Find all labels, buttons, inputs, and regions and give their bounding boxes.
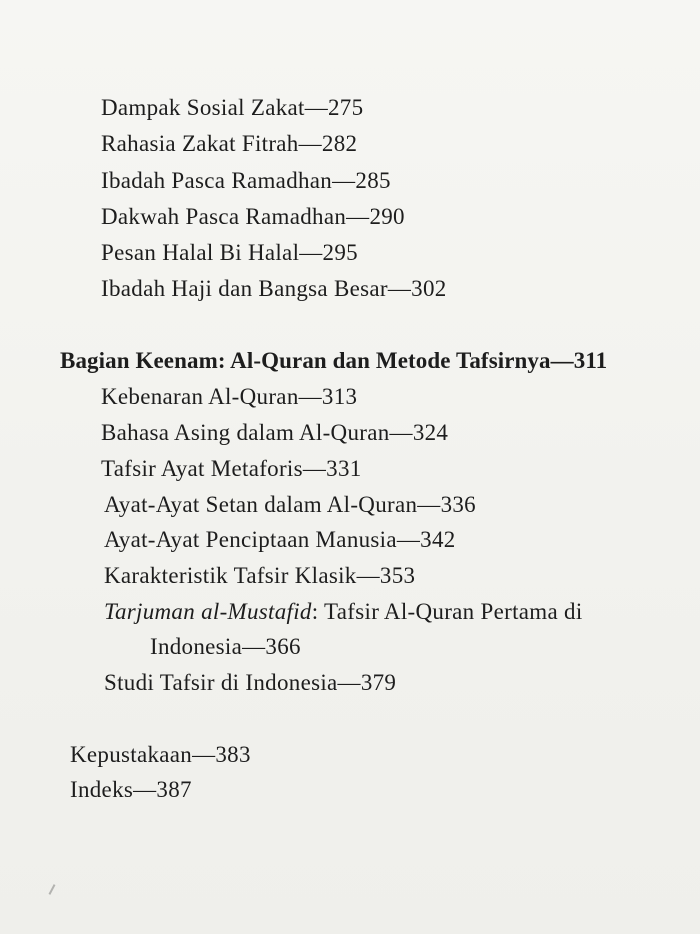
toc-entry-tarjuman-continuation: Indonesia—366	[150, 634, 301, 659]
toc-entry-tarjuman-al-mustafid	[104, 597, 583, 627]
page-smudge-mark	[49, 884, 56, 895]
toc-entry-ibadah-haji: Ibadah Haji dan Bangsa Besar—302	[101, 276, 447, 301]
toc-entry-dakwah-pasca-ramadhan: Dakwah Pasca Ramadhan—290	[101, 204, 405, 229]
toc-entry-tarjuman-rest: : Tafsir Al-Quran Pertama di	[311, 599, 583, 624]
toc-entry-tarjuman-italic-title: Tarjuman al-Mustafid	[104, 599, 312, 624]
toc-entry-karakteristik-tafsir-klasik: Karakteristik Tafsir Klasik—353	[104, 563, 416, 588]
toc-entry-bahasa-asing: Bahasa Asing dalam Al-Quran—324	[101, 420, 449, 445]
toc-entry-kebenaran-al-quran: Kebenaran Al-Quran—313	[101, 384, 358, 409]
toc-entry-rahasia-zakat-fitrah: Rahasia Zakat Fitrah—282	[101, 131, 358, 156]
toc-entry-indeks: Indeks—387	[70, 777, 192, 802]
toc-entry-ayat-ayat-setan: Ayat-Ayat Setan dalam Al-Quran—336	[104, 492, 476, 517]
toc-entry-dampak-sosial-zakat: Dampak Sosial Zakat—275	[101, 95, 364, 120]
section-heading-bagian-keenam: Bagian Keenam: Al-Quran dan Metode Tafsirnya—311	[60, 348, 608, 373]
toc-entry-ayat-ayat-penciptaan: Ayat-Ayat Penciptaan Manusia—342	[104, 527, 456, 552]
toc-entry-kepustakaan: Kepustakaan—383	[70, 742, 251, 767]
toc-entry-studi-tafsir: Studi Tafsir di Indonesia—379	[104, 670, 397, 695]
toc-entry-tafsir-ayat-metaforis: Tafsir Ayat Metaforis—331	[101, 456, 362, 481]
toc-entry-ibadah-pasca-ramadhan: Ibadah Pasca Ramadhan—285	[101, 168, 391, 193]
toc-entry-pesan-halal-bi-halal: Pesan Halal Bi Halal—295	[101, 240, 358, 265]
